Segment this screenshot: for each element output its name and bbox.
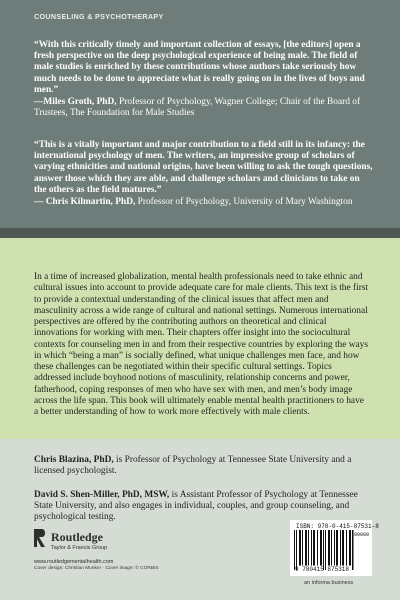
quote-text: “This is a vitally important and major contribution to a field still in its infancy: the international psychology of men. The writers, an impressive group of scholars of varying ethnicities and national origins, have been willing to ask the tough questions, answer those which they are able, and challenge scholars and clinicians to take on the others as the field matures.” [34,140,373,195]
quote-affiliation: Professor of Psychology, University of Mary Washington [135,197,353,208]
author-bio-text: is Professor of Psychology at Tennessee State University and a licensed psychologist. [34,455,352,477]
endorsement-quote-1 [34,40,374,119]
publisher-logo [34,528,154,588]
quote-attribution [34,97,374,119]
author-name: David S. Shen-Miller, PhD, MSW, [34,490,170,500]
quote-affiliation: Professor of Psychology, Wagner College; Chair of the Board of Trustees, The Foundation for Male Studies [34,97,361,119]
author-bio-text: is Assistant Professor of Psychology at Tennessee State University, and also engages in individual, couples, and group counseling, and psychological testing. [34,490,358,523]
category-label: COUNSELING & PSYCHOTHERAPY [34,12,164,21]
author-name: Chris Blazina, PhD, [34,455,114,465]
cover-credits: Cover design: Christian Munker · Cover image: © CORBIS [34,566,159,571]
author-bio-2 [34,490,370,524]
informa-label: an informa business [304,580,354,586]
endorsements-panel [0,0,400,228]
isbn-number: ISBN: 978-0-415-87531-8 [296,523,379,530]
publisher-subtitle: Taylor & Francis Group [51,545,108,551]
price-code: 90000 [353,532,369,538]
publisher-url: www.routledgementalhealth.com [34,559,114,565]
quote-attribution [34,197,374,208]
routledge-r-icon [34,528,48,548]
quote-author: — Chris Kilmartin, PhD, [34,197,136,208]
quote-text: “With this critically timely and important collection of essays, [the editors] open a fresh perspective on the deep psychological experience of being male. The field of male studies is enriched by these contributions whose authors take seriously how much needs to be done to appreciate what is really going on in the lives of boys and men.” [34,40,365,95]
barcode-bars-icon [294,530,354,570]
book-description: In a time of increased globalization, mental health professionals need to take ethnic and cultural issues into account to provide adequate care for male clients. This text is the first to provide a contextual understanding of the clinical issues that affect men and masculinity across a wide range of cultural and national settings. Numerous international perspectives are offered by the contributing authors on theoretical and clinical innovations for working with men. Their chapters offer insight into the sociocultural contexts for counseling men in and from their respective countries by exploring the ways in which “being a man” is socially defined, what unique challenges men face, and how these challenges can be negotiated within their specific cultural settings. Topics addressed include boyhood notions of masculinity, relationship concerns and power, fatherhood, coping responses of men who have sex with men, and men’s body image across the life span. This book will ultimately enable mental health practitioners to have a better understanding of how to work more effectively with male clients. [34,272,369,417]
publisher-name: Routledge [51,530,103,544]
barcode-digits: 9 780415 875318 [295,566,350,573]
quote-author: —Miles Groth, PhD, [34,97,117,108]
endorsement-quote-2 [34,140,374,208]
divider-band [0,228,400,238]
author-bio-1 [34,455,370,477]
isbn-barcode [290,520,379,576]
description-panel [0,238,400,439]
